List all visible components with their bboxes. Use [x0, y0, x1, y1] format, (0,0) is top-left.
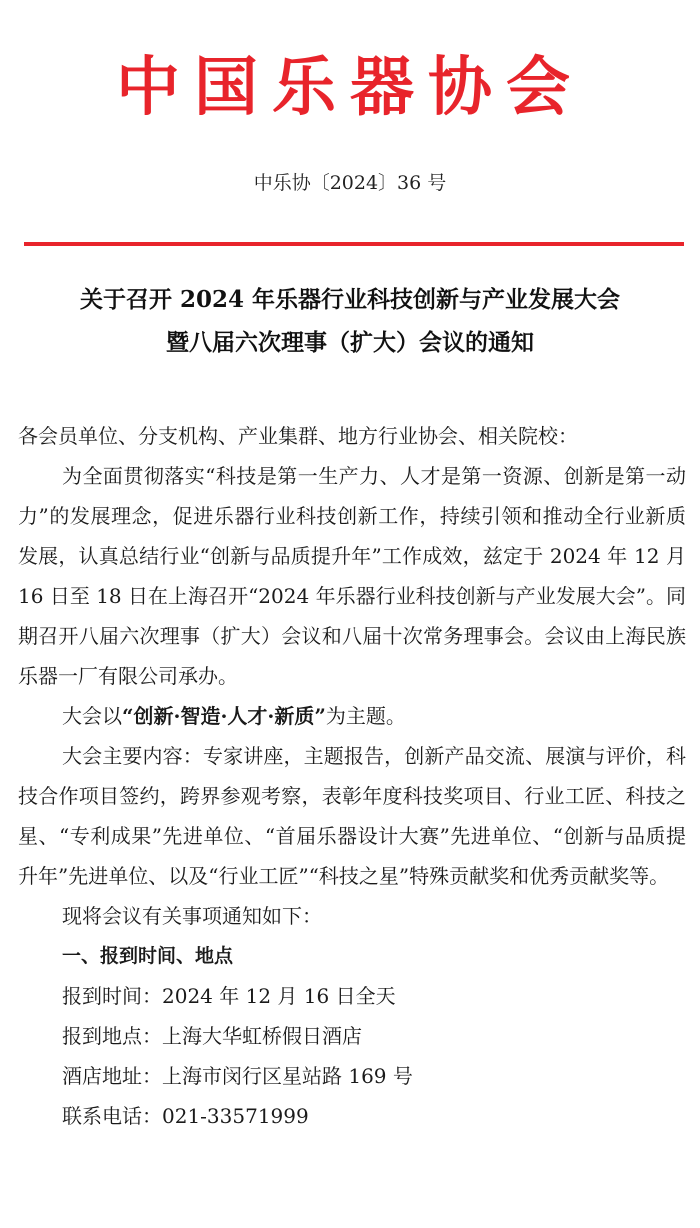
- paragraph-purpose: 为全面贯彻落实“科技是第一生产力、人才是第一资源、创新是第一动力”的发展理念，促进乐器行业科技创新工作，持续引领和推动全行业新质发展，认真总结行业“创新与品质提升年”工作成效，兹定于 2024 年 12 月 16 日至 18 日在上海召开“2024 年乐器行业科技创新与产业发展大会”。同期召开八届六次理事（扩大）会议和八届十次常务理事会。会议由上海民族乐器一厂有限公司承办。: [18, 464, 686, 688]
- hotel-address: 酒店地址：上海市闵行区星站路 169 号: [62, 1064, 413, 1088]
- paragraph-intro-items: 现将会议有关事项通知如下：: [62, 904, 322, 928]
- theme-prefix: 大会以: [62, 704, 122, 728]
- notice-title: [0, 278, 700, 364]
- checkin-place: 报到地点：上海大华虹桥假日酒店: [62, 1024, 362, 1048]
- red-divider-line: [24, 242, 684, 246]
- paragraph-main-content: 大会主要内容：专家讲座，主题报告，创新产品交流、展演与评价，科技合作项目签约，跨界参观考察，表彰年度科技奖项目、行业工匠、科技之星、“专利成果”先进单位、“首届乐器设计大赛”先进单位、“创新与品质提升年”先进单位、以及“行业工匠”“科技之星”特殊贡献奖和优秀贡献奖等。: [18, 744, 686, 888]
- document-number: 中乐协〔2024〕36 号: [253, 172, 447, 194]
- section-heading-checkin: 一、报到时间、地点: [62, 945, 234, 967]
- notice-title-line-2: 暨八届六次理事（扩大）会议的通知: [166, 329, 534, 356]
- paragraph-theme: [18, 696, 686, 736]
- salutation: 各会员单位、分支机构、产业集群、地方行业协会、相关院校：: [18, 424, 578, 448]
- contact-phone: 联系电话：021-33571999: [62, 1104, 309, 1128]
- notice-title-line-1: 关于召开 2024 年乐器行业科技创新与产业发展大会: [79, 286, 621, 313]
- checkin-time: 报到时间：2024 年 12 月 16 日全天: [62, 984, 396, 1008]
- org-name-header: 中国乐器协会: [116, 50, 584, 125]
- theme-suffix: 为主题。: [325, 704, 406, 728]
- theme-highlight: “创新·智造·人才·新质”: [122, 704, 326, 728]
- notice-body: [18, 416, 686, 1136]
